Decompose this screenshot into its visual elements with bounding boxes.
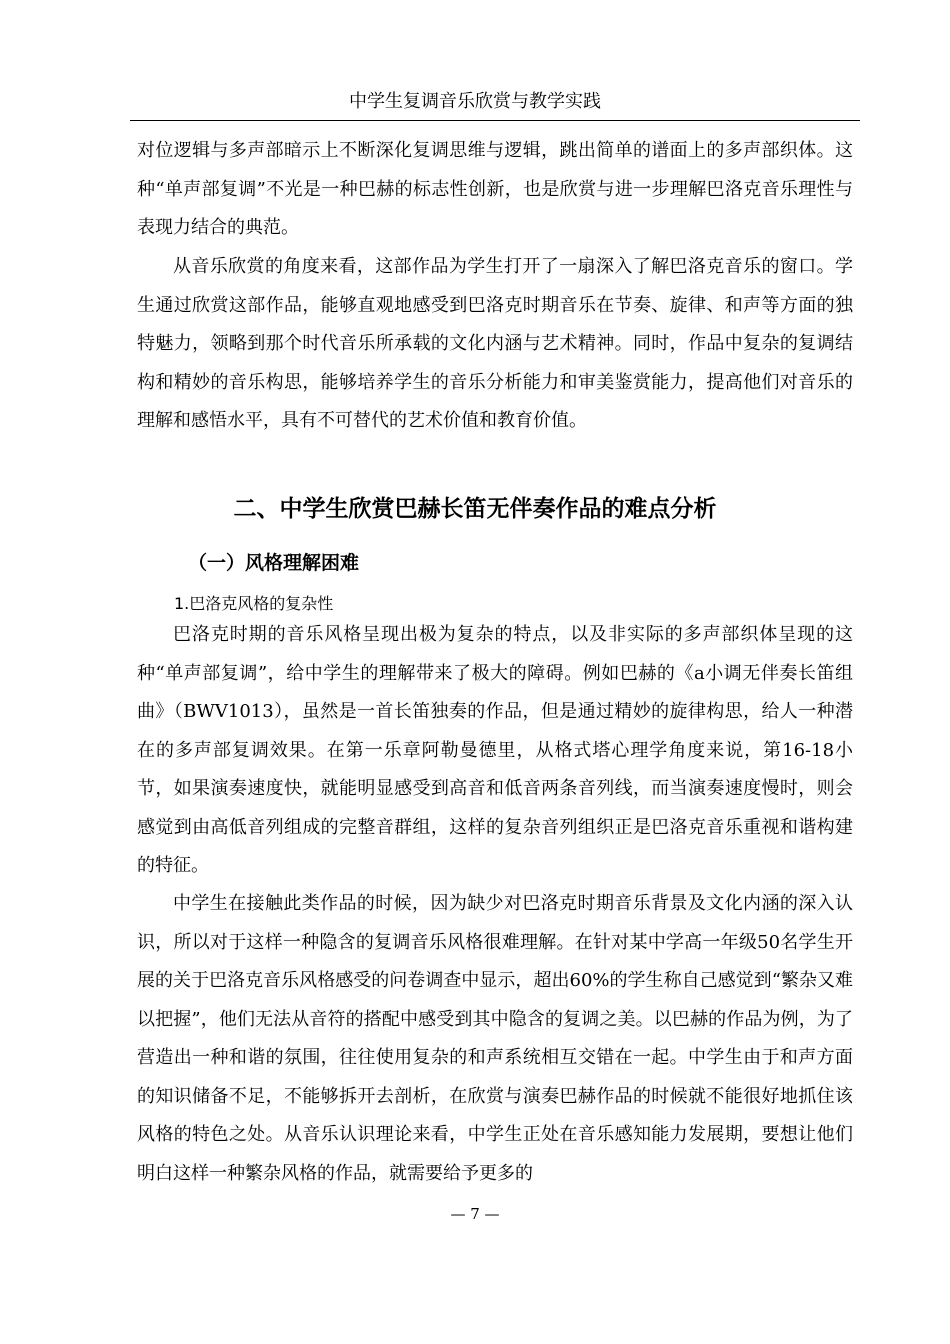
header-rule <box>130 120 860 121</box>
paragraph-student-difficulty: 中学生在接触此类作品的时候，因为缺少对巴洛克时期音乐背景及文化内涵的深入认识，所以对于这样一种隐含的复调音乐风格很难理解。在针对某中学高一年级50名学生开展的关于巴洛克音乐风格感受的问卷调查中显示，超出60%的学生称自己感觉到“繁杂又难以把握”，他们无法从音符的搭配中感受到其中隐含的复调之美。以巴赫的作品为例，为了营造出一种和谐的氛围，往往使用复杂的和声系统相互交错在一起。中学生由于和声方面的知识储备不足，不能够拆开去剖析，在欣赏与演奏巴赫作品的时候就不能很好地抓住该风格的特色之处。从音乐认识理论来看，中学生正处在音乐感知能力发展期，要想让他们明白这样一种繁杂风格的作品，就需要给予更多的 <box>137 893 853 1184</box>
subsubsection-heading: 1.巴洛克风格的复杂性 <box>174 594 334 613</box>
subsection-heading: （一）风格理解困难 <box>188 552 360 574</box>
paragraph-baroque-style: 巴洛克时期的音乐风格呈现出极为复杂的特点，以及非实际的多声部织体呈现的这种“单声部复调”，给中学生的理解带来了极大的障碍。例如巴赫的《a小调无伴奏长笛组曲》（BWV1013），虽然是一首长笛独奏的作品，但是通过精妙的旋律构思，给人一种潜在的多声部复调效果。在第一乐章阿勒曼德里，从格式塔心理学角度来说，第16-18小节，如果演奏速度快，就能明显感受到高音和低音两条音列线，而当演奏速度慢时，则会感觉到由高低音列组成的完整音群组，这样的复杂音列组织正是巴洛克音乐重视和谐构建的特征。 <box>137 624 853 876</box>
section-heading: 二、中学生欣赏巴赫长笛无伴奏作品的难点分析 <box>233 496 717 522</box>
paragraph-continuation: 对位逻辑与多声部暗示上不断深化复调思维与逻辑，跳出简单的谱面上的多声部织体。这种“单声部复调”不光是一种巴赫的标志性创新，也是欣赏与进一步理解巴洛克音乐理性与表现力结合的典范。 <box>137 140 853 238</box>
page-number: — 7 — <box>450 1205 500 1223</box>
running-header: 中学生复调音乐欣赏与教学实践 <box>349 91 601 112</box>
paragraph-appreciation: 从音乐欣赏的角度来看，这部作品为学生打开了一扇深入了解巴洛克音乐的窗口。学生通过欣赏这部作品，能够直观地感受到巴洛克时期音乐在节奏、旋律、和声等方面的独特魅力，领略到那个时代音乐所承载的文化内涵与艺术精神。同时，作品中复杂的复调结构和精妙的音乐构思，能够培养学生的音乐分析能力和审美鉴赏能力，提高他们对音乐的理解和感悟水平，具有不可替代的艺术价值和教育价值。 <box>137 256 853 431</box>
